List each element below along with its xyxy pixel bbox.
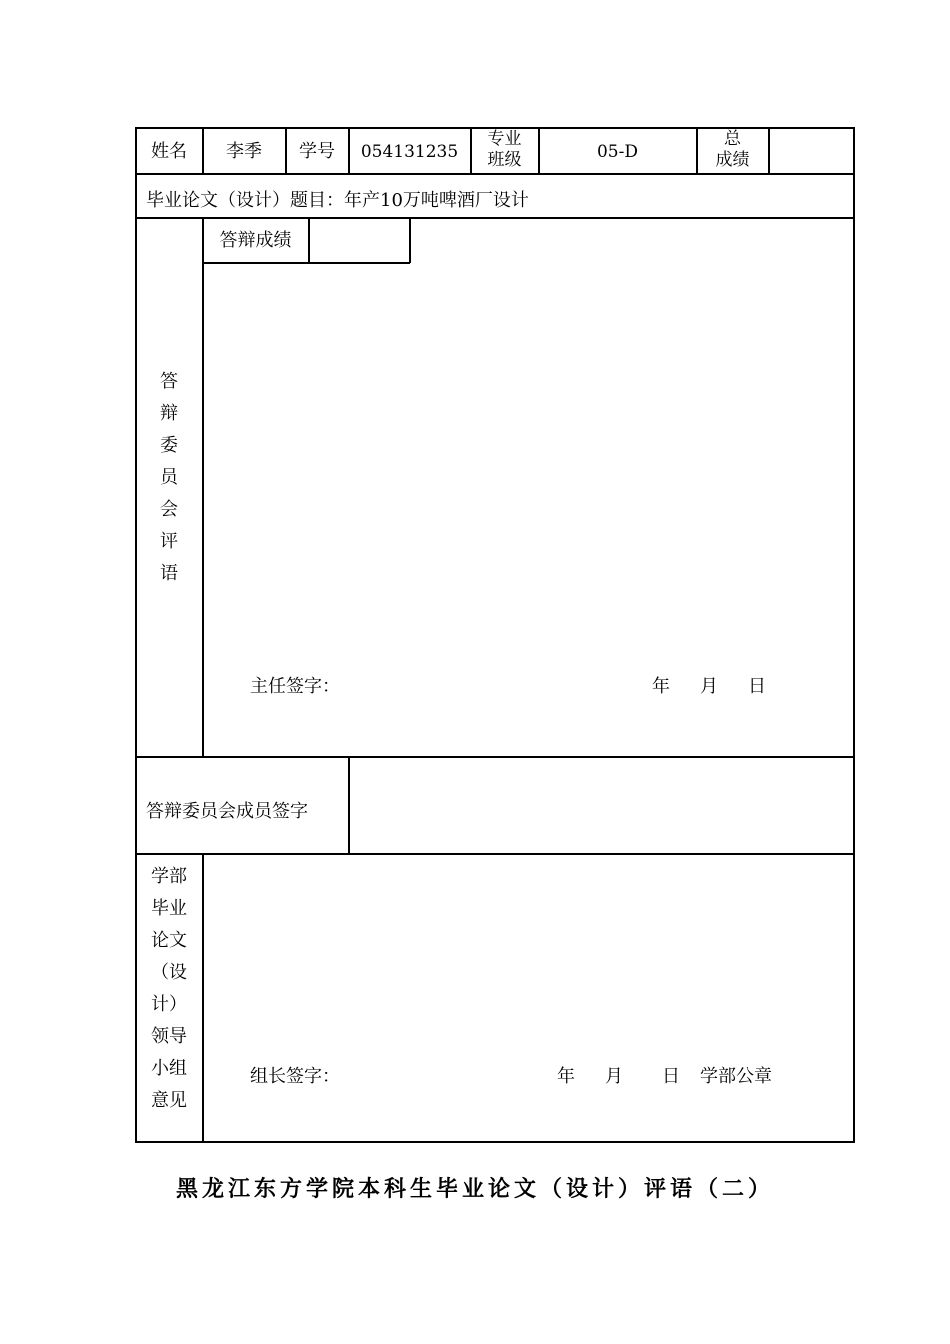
committee-comment-label-char: 员	[160, 467, 178, 488]
student-id-label: 学号	[299, 141, 335, 162]
student-id-value: 054131235	[360, 142, 459, 162]
table-rule	[202, 217, 204, 757]
director-signature-label: 主任签字：	[250, 676, 340, 697]
total-score-label-line1: 总	[724, 129, 741, 149]
total-score-label-line2: 成绩	[715, 150, 750, 170]
leader-date-day: 日	[662, 1066, 680, 1087]
committee-comment-label	[136, 366, 202, 590]
table-rule	[348, 756, 350, 854]
committee-comment-label-char: 语	[160, 563, 178, 584]
committee-comment-label-char: 答	[160, 371, 178, 392]
table-rule	[308, 217, 310, 263]
department-seal-label: 学部公章	[700, 1066, 772, 1087]
defense-score-label: 答辩成绩	[219, 230, 292, 251]
department-opinion-label-line: （设	[151, 962, 187, 983]
director-date-month: 月	[700, 676, 718, 697]
major-class-label-line2: 班级	[487, 150, 522, 170]
department-opinion-label-line: 小组	[151, 1058, 187, 1079]
director-date-day: 日	[748, 676, 766, 697]
department-opinion-label	[136, 861, 202, 1117]
department-opinion-label-line: 领导	[151, 1026, 187, 1047]
table-rule	[135, 217, 855, 219]
table-border-bottom	[135, 1141, 855, 1143]
table-rule	[135, 756, 855, 758]
thesis-topic: 毕业论文（设计）题目：年产10万吨啤酒厂设计	[146, 190, 529, 211]
committee-comment-label-char: 评	[160, 531, 178, 552]
name-value: 李季	[226, 141, 262, 162]
department-opinion-label-line: 计）	[151, 994, 187, 1015]
table-rule	[135, 853, 855, 855]
major-class-label-line1: 专业	[487, 129, 522, 149]
table-rule	[409, 217, 411, 263]
department-opinion-label-line: 学部	[151, 866, 187, 887]
leader-date-year: 年	[557, 1066, 575, 1087]
department-opinion-label-line: 意见	[151, 1090, 187, 1111]
department-opinion-label-line: 论文	[151, 930, 187, 951]
table-rule	[768, 127, 770, 173]
table-rule	[202, 853, 204, 1142]
table-border-right	[853, 127, 855, 1142]
leader-date-month: 月	[605, 1066, 623, 1087]
director-date-year: 年	[652, 676, 670, 697]
committee-comment-label-char: 委	[160, 435, 178, 456]
committee-comment-label-char: 辩	[160, 403, 178, 424]
table-rule	[135, 173, 855, 175]
name-label: 姓名	[151, 141, 187, 162]
department-opinion-label-line: 毕业	[151, 898, 187, 919]
committee-members-signature-label: 答辩委员会成员签字	[146, 801, 308, 822]
table-rule	[202, 262, 410, 264]
leader-signature-label: 组长签字：	[250, 1066, 340, 1087]
form-title: 黑龙江东方学院本科生毕业论文（设计）评语（二）	[175, 1177, 774, 1202]
major-class-value: 05-D	[596, 142, 638, 162]
committee-comment-label-char: 会	[160, 499, 178, 520]
